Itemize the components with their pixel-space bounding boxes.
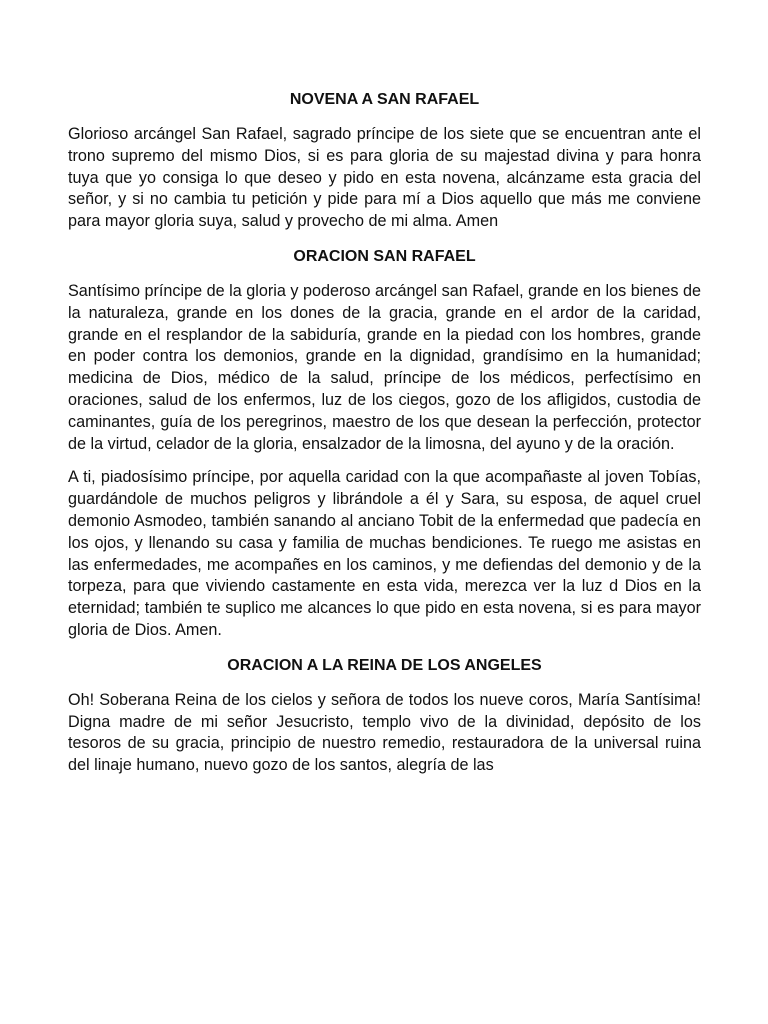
document-page (68, 88, 701, 777)
reina-paragraph: Oh! Soberana Reina de los cielos y señora de todos los nueve coros, María Santísima! Digna madre de mi señor Jesucristo, templo vivo de la divinidad, depósito de los tesoros de su gracia, principio de nuestro remedio, restauradora de la universal ruina del linaje humano, nuevo gozo de los santos, alegría de las (68, 690, 701, 775)
section-title-oracion-san-rafael: ORACION SAN RAFAEL (293, 247, 476, 265)
oracion-paragraph-2: A ti, piadosísimo príncipe, por aquella caridad con la que acompañaste al joven Tobías, guardándole de muchos peligros y librándole a él y Sara, su esposa, de aquel cruel demonio Asmodeo, también sanando al anciano Tobit de la enfermedad que padecía en los ojos, y llenando su casa y familia de muchas bendiciones. Te ruego me asistas en las enfermedades, me acompañes en los caminos, y me defiendas del demonio y de la torpeza, para que viviendo castamente en esta vida, merezca ver la luz d Dios en la eternidad; también te suplico me alcances lo que pido en esta novena, si es para mayor gloria de Dios. Amen. (68, 468, 701, 639)
oracion-paragraph-1: Santísimo príncipe de la gloria y poderoso arcángel san Rafael, grande en los bienes de la naturaleza, grande en los dones de la gracia, grande en el ardor de la caridad, grande en el resplandor de la sabiduría, grande en la piedad con los hombres, grande en poder contra los demonios, grande en la dignidad, grandísimo en la humanidad; medicina de Dios, médico de la salud, príncipe de los médicos, perfectísimo en oraciones, salud de los enfermos, luz de los ciegos, gozo de los afligidos, custodia de caminantes, guía de los peregrinos, maestro de los que desean la perfección, protector de la virtud, celador de la gloria, ensalzador de la limosna, del ayuno y de la oración. (68, 281, 701, 453)
novena-paragraph: Glorioso arcángel San Rafael, sagrado príncipe de los siete que se encuentran ante el trono supremo del mismo Dios, si es para gloria de su majestad divina y para honra tuya que yo consiga lo que deseo y pido en esta novena, alcánzame esta gracia del señor, y si no cambia tu petición y pide para mí a Dios aquello que más me conviene para mayor gloria suya, salud y provecho de mi alma. Amen (68, 125, 701, 231)
section-title-reina-angeles: ORACION A LA REINA DE LOS ANGELES (227, 656, 542, 674)
section-title-novena: NOVENA A SAN RAFAEL (289, 91, 480, 108)
